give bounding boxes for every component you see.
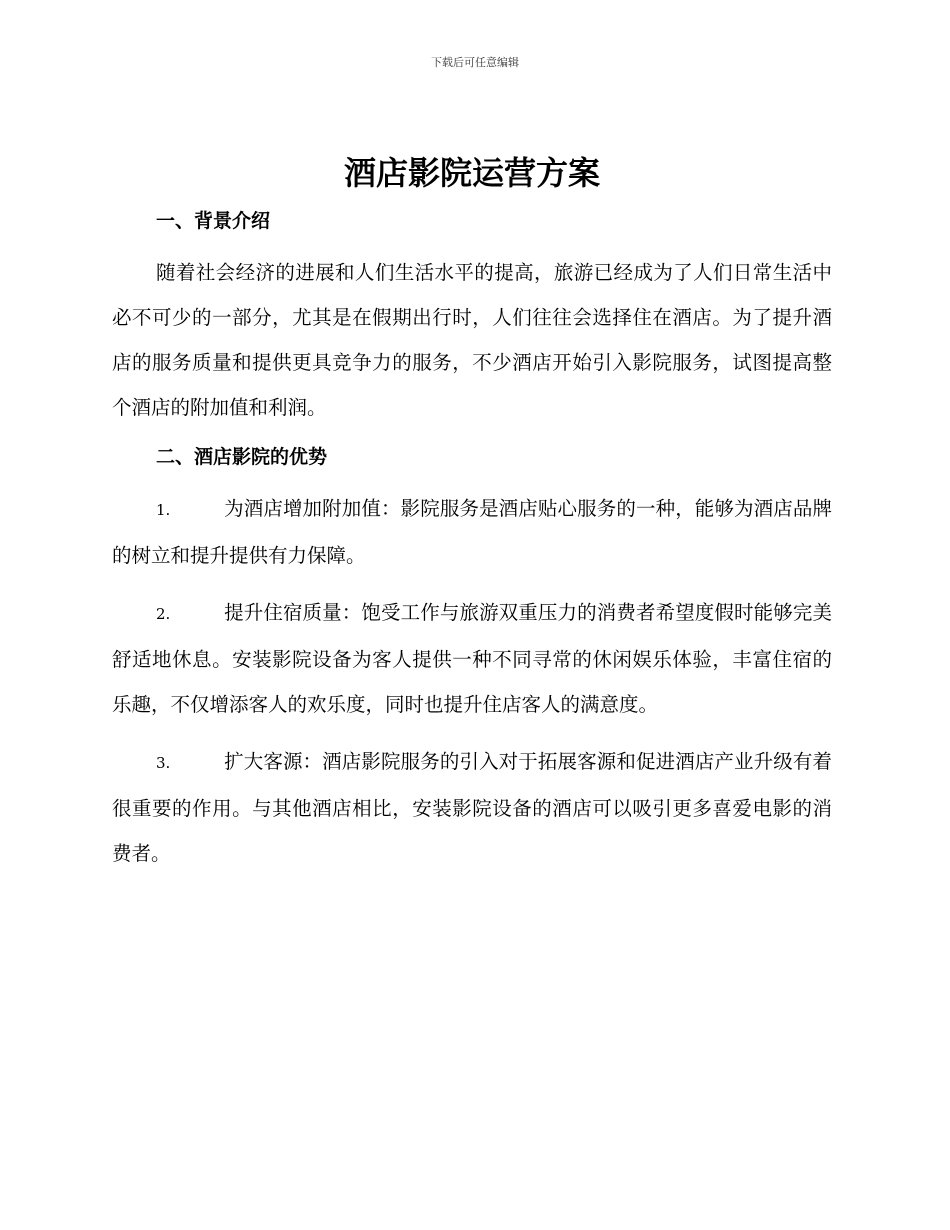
section-heading-background: 一、背景介绍 [156,210,271,232]
document-title: 酒店影院运营方案 [343,154,600,192]
list-item-text: 提升住宿质量：饱受工作与旅游双重压力的消费者希望度假时能够完美舒适地休息。安装影院设备为客人提供一种不同寻常的休闲娱乐体验，丰富住宿的乐趣，不仅增添客人的欢乐度，同时也提升住店客人的满意度。 [112,601,832,716]
section-heading-advantages: 二、酒店影院的优势 [156,446,328,468]
list-item-number: 3. [156,754,171,772]
list-item-text: 扩大客源：酒店影院服务的引入对于拓展客源和促进酒店产业升级有着很重要的作用。与其他酒店相比，安装影院设备的酒店可以吸引更多喜爱电影的消费者。 [112,750,832,865]
list-item [112,739,832,876]
list-item-text: 为酒店增加附加值：影院服务是酒店贴心服务的一种，能够为酒店品牌的树立和提升提供有力保障。 [112,497,832,567]
background-paragraph: 随着社会经济的进展和人们生活水平的提高，旅游已经成为了人们日常生活中必不可少的一部分，尤其是在假期出行时，人们往往会选择住在酒店。为了提升酒店的服务质量和提供更具竞争力的服务，不少酒店开始引入影院服务，试图提高整个酒店的附加值和利润。 [112,261,832,419]
header-note: 下载后可任意编辑 [431,56,519,69]
list-item [112,590,832,727]
list-item-number: 1. [156,501,171,519]
list-item-number: 2. [156,605,171,623]
document-body [112,148,832,876]
list-item [112,486,832,578]
